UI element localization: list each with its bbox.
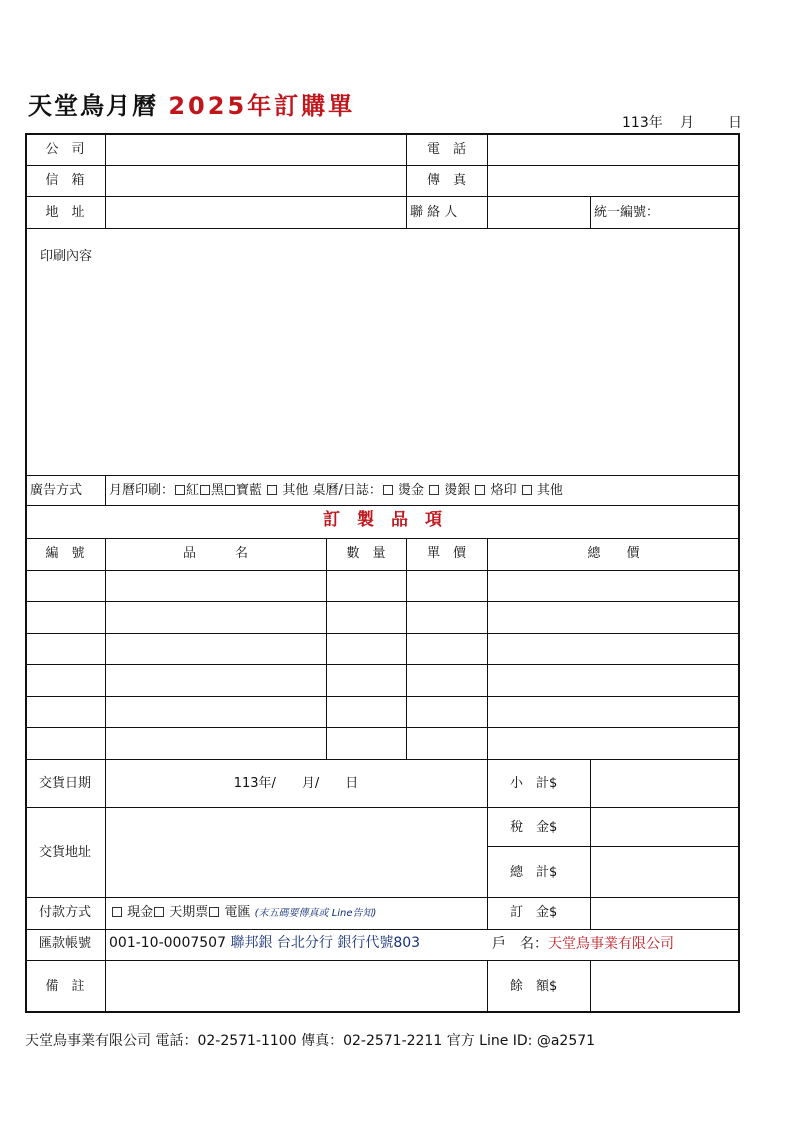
account-name-row: [492, 937, 674, 951]
company-footer: 天堂鳥事業有限公司 電話：02-2571-1100 傳真：02-2571-2211 官方 Line ID: @a2571: [25, 1033, 596, 1049]
blue-checkbox[interactable]: [225, 485, 235, 495]
account-label: 匯款帳號: [38, 936, 91, 951]
taxid-label: 統一編號：: [594, 205, 660, 220]
emboss-option: 烙印: [490, 483, 517, 498]
account-number: 001-10-0007507: [109, 935, 226, 951]
divider: [25, 897, 740, 898]
divider: [25, 759, 740, 760]
divider: [25, 696, 740, 697]
divider: [25, 664, 740, 665]
items-section-title: 訂 製 品 項: [323, 510, 442, 530]
divider: [406, 538, 407, 759]
other2-option: 其他: [536, 483, 563, 498]
gold-checkbox[interactable]: [383, 485, 393, 495]
delivery-address-label: 交貨地址: [38, 845, 91, 860]
total-label: 總 計$: [510, 865, 558, 880]
divider: [487, 133, 488, 228]
page-title: [28, 86, 355, 121]
title-main: 天堂鳥月曆: [28, 92, 158, 120]
col-total-header: 總 價: [587, 546, 640, 561]
divider: [25, 807, 740, 808]
other2-checkbox[interactable]: [522, 485, 532, 495]
divider: [25, 505, 740, 506]
red-checkbox[interactable]: [175, 485, 185, 495]
divider: [105, 759, 106, 1013]
print-content-label: 印刷內容: [40, 249, 93, 264]
date-day: 日: [728, 115, 742, 131]
delivery-date-value: 113年/ 月/ 日: [233, 776, 359, 791]
wire-option: 電匯: [224, 905, 251, 920]
order-form: [25, 133, 740, 1013]
date-year: 113年: [622, 115, 663, 131]
tax-label: 稅 金$: [510, 820, 558, 835]
divider: [25, 727, 740, 728]
black-option: 黑: [211, 483, 225, 498]
col-price-header: 單 價: [426, 546, 466, 561]
divider: [25, 165, 740, 166]
cash-checkbox[interactable]: [112, 907, 122, 917]
phone-label: 電 話: [426, 142, 466, 157]
red-option: 紅: [186, 483, 200, 498]
divider: [25, 601, 740, 602]
email-label: 信 箱: [45, 173, 85, 188]
divider: [487, 846, 740, 847]
divider: [590, 960, 591, 1013]
silver-option: 燙銀: [444, 483, 471, 498]
calendar-print-label: 月曆印刷：: [109, 483, 175, 498]
blue-option: 寶藍: [236, 483, 263, 498]
payment-options: [111, 906, 376, 919]
divider: [487, 960, 488, 1013]
divider: [25, 960, 740, 961]
subtotal-label: 小 計$: [510, 776, 558, 791]
divider: [25, 196, 740, 197]
advertising-options: [109, 484, 563, 497]
divider: [25, 633, 740, 634]
remarks-label: 備 註: [45, 979, 85, 994]
divider: [487, 759, 488, 929]
black-checkbox[interactable]: [200, 485, 210, 495]
gold-option: 燙金: [398, 483, 425, 498]
divider: [25, 929, 740, 930]
check-option: 天期票: [169, 905, 209, 920]
divider: [105, 538, 106, 759]
divider: [25, 475, 740, 476]
balance-label: 餘 額$: [510, 979, 558, 994]
delivery-date-label: 交貨日期: [38, 776, 91, 791]
check-checkbox[interactable]: [154, 907, 164, 917]
bank-info: 聯邦銀 台北分行 銀行代號803: [230, 935, 421, 951]
wire-checkbox[interactable]: [209, 907, 219, 917]
contact-label: 聯 絡 人: [410, 205, 458, 220]
address-label: 地 址: [45, 205, 85, 220]
divider: [105, 133, 106, 228]
other-option: 其他: [282, 483, 309, 498]
desk-calendar-label: 桌曆/日誌：: [312, 483, 382, 498]
account-name: 天堂鳥事業有限公司: [548, 936, 674, 952]
divider: [25, 538, 740, 539]
order-date: [600, 112, 742, 132]
col-no-header: 編 號: [45, 546, 85, 561]
col-qty-header: 數 量: [346, 546, 386, 561]
silver-checkbox[interactable]: [429, 485, 439, 495]
fax-label: 傳 真: [426, 173, 466, 188]
divider: [326, 538, 327, 759]
divider: [25, 570, 740, 571]
date-month: 月: [680, 115, 694, 131]
divider: [590, 196, 591, 228]
account-name-label: 戶 名：: [492, 936, 548, 952]
emboss-checkbox[interactable]: [475, 485, 485, 495]
cash-option: 現金: [127, 905, 154, 920]
title-sub: 2025年訂購單: [168, 92, 356, 120]
divider: [487, 538, 488, 759]
payment-label: 付款方式: [38, 905, 91, 920]
advertising-label: 廣告方式: [30, 483, 83, 498]
deposit-label: 訂 金$: [510, 905, 558, 920]
divider: [25, 228, 740, 229]
divider: [590, 759, 591, 929]
company-label: 公 司: [45, 142, 85, 157]
other-checkbox[interactable]: [267, 485, 277, 495]
wire-note: (末五碼要傳真或 Line告知): [254, 908, 377, 919]
account-info: [109, 936, 420, 950]
col-name-header: 品 名: [182, 546, 248, 561]
divider: [105, 475, 106, 505]
